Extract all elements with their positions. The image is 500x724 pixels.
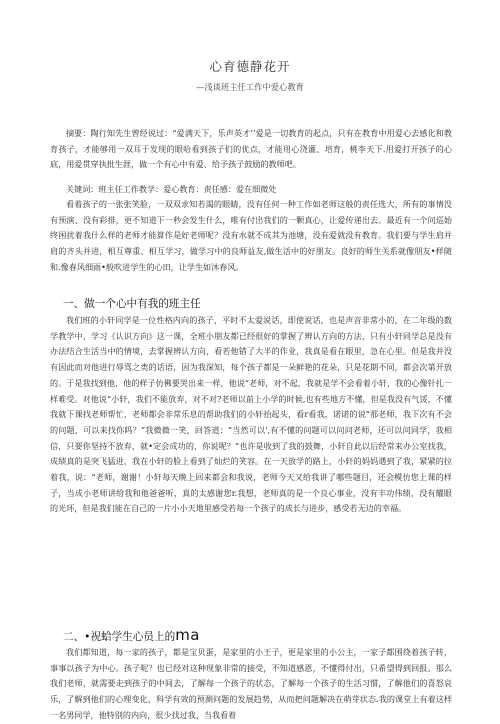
section-2-heading-suffix: ma [175, 626, 200, 644]
section-1-heading [63, 296, 201, 311]
section-2-text: 我们都知道，每一家的孩子，都是宝贝蛋，是家里的小王子，更是家里的小公主，一家子都围绕着孩子转，事事以孩子为中心。孩子呢？也已经对这种现象非常的接受，不知道感恩，不懂得付出，只希望得到回报。那么我们老师，就需要走到孩子的中间去，了解每一个孩子的状态，了解每一个孩子的生活习惯，了解他们的喜怒哀乐，了解到他们的心理变化，科学有效的预测问题的发展趋势，从而把问题解决在萌芽状态.我的课堂上有着这样一名男同学，他特别的内向，很少找过我，当我看着 [50, 647, 452, 720]
section-2-paragraph [50, 645, 452, 724]
section-1-heading-text: 一、做一个心中有我的班主任 [63, 298, 201, 310]
section-1-paragraph [50, 313, 452, 517]
document-title: 心育德静花开 [209, 59, 291, 74]
intro-text: 看着孩子的一张张笑脸，一双双求知若渴的眼睛，没有任何一种工作如老师这般的责任选大，所有的事情没有预演、没有彩排，更不知道下一秒会发生什么，唯有付出我们的一颗真心，让爱传递出去。最近有一个问巡始终困扰着我什么样的老师才能算作是好老师呢？没有水就不成其为池塘，没有爱就没有教育。我们要与学生肩并肩的齐头并进，相互尊重、相互学习，做学习中的良师益友,做生活中的好朋友。良好的师生关系就像朋友•样随和.像春风细雨•般吹进学生的心田，让学生如沐春风。 [50, 199, 452, 272]
keywords-text: 关键词：班主任工作教学：爱心教育：责任感：爱在细微处 [66, 184, 277, 194]
section-1-text: 我们班的小轩同学是一位性格内向的孩子，平时不太爱说话，即使说话，也是声音非常小的，在二年级的数学教学中，学习《认识方向》这一课，全班小朋友都已经很好的掌握了辨认方向的方法，只有小轩同学总是没有办法结合生活当中的情境，去掌握辨认方向，看若他错了大半的作业，我真是看在眼里，急在心里。但是我并没有因此而对他进行辱骂之类的话语，因为我深知，每个孩子都是一朵鲜艳的花朵，只是花期不同，都会次第开放的。于是我找到他，他的样子仿佛要哭出来一样，他说“老师，对不起，我就是学不会看着小轩，我的心像针扎一样难受。对他说“小轩，我们不能放弃，对不对?老师以前上小学的时候,也有些地方不懂，但是我没有气馁，不懂我就下课找老师帮忙，老师都会非常乐息的帮助我们的小轩抬起头，看r看我，诺诺的说“那老师，我下次有不会的问题，可以来找你吗？”我微微一笑，回答道：“当然可以',有不懂的问题可以问问老师，还可以问同学，我相信，只要你坚持不放弃，就•定会成功的，你说呢？”也许是收到了我的鼓舞，小轩自此以后经常来办公室找我，成绩真的是突飞猛进，我在小轩的脸上看到了灿烂的笑容。在一天放学的路上，小轩的妈妈遇到了我，紧紧的拉着我，说：“老师，谢谢！小轩每天晚上回来都会和我说，老师今天又给我讲了哪些题目，还会模仿您上课的样子，当成小老师讲给我和他爸爸听，真的太感谢您r.我想，老师真的是一个良心事业，没有丰功伟绩，没有耀眼的光环，但是我们能在自己的一片小小天地里感受若每一个孩子的成长与进步，感受若无边的幸福。 [50, 315, 452, 514]
keywords-paragraph [50, 182, 452, 198]
intro-paragraph [50, 197, 452, 276]
document-subtitle: —浅谈班主任工作中爱心教育 [196, 82, 304, 92]
section-2-heading-text: 二、•祝蛤学生心员上的 [63, 631, 176, 643]
section-2-heading [63, 626, 200, 644]
abstract-paragraph [50, 126, 452, 173]
abstract-text: 摘要：陶行知先生曾经说过：“爱满天下，乐声英才’’爱是一切教育的起点，只有在教育中用爱心去感化和教育孩子，才能够用一双耳于发现的眼哈看到孩子们的优点，才能用心浇灌、培育，桃李天下.用爱打开孩子的心底，用爱贯穿执批生涯，做一个有心中有爱、给予孩子鼓励的教师吧。 [50, 128, 452, 170]
